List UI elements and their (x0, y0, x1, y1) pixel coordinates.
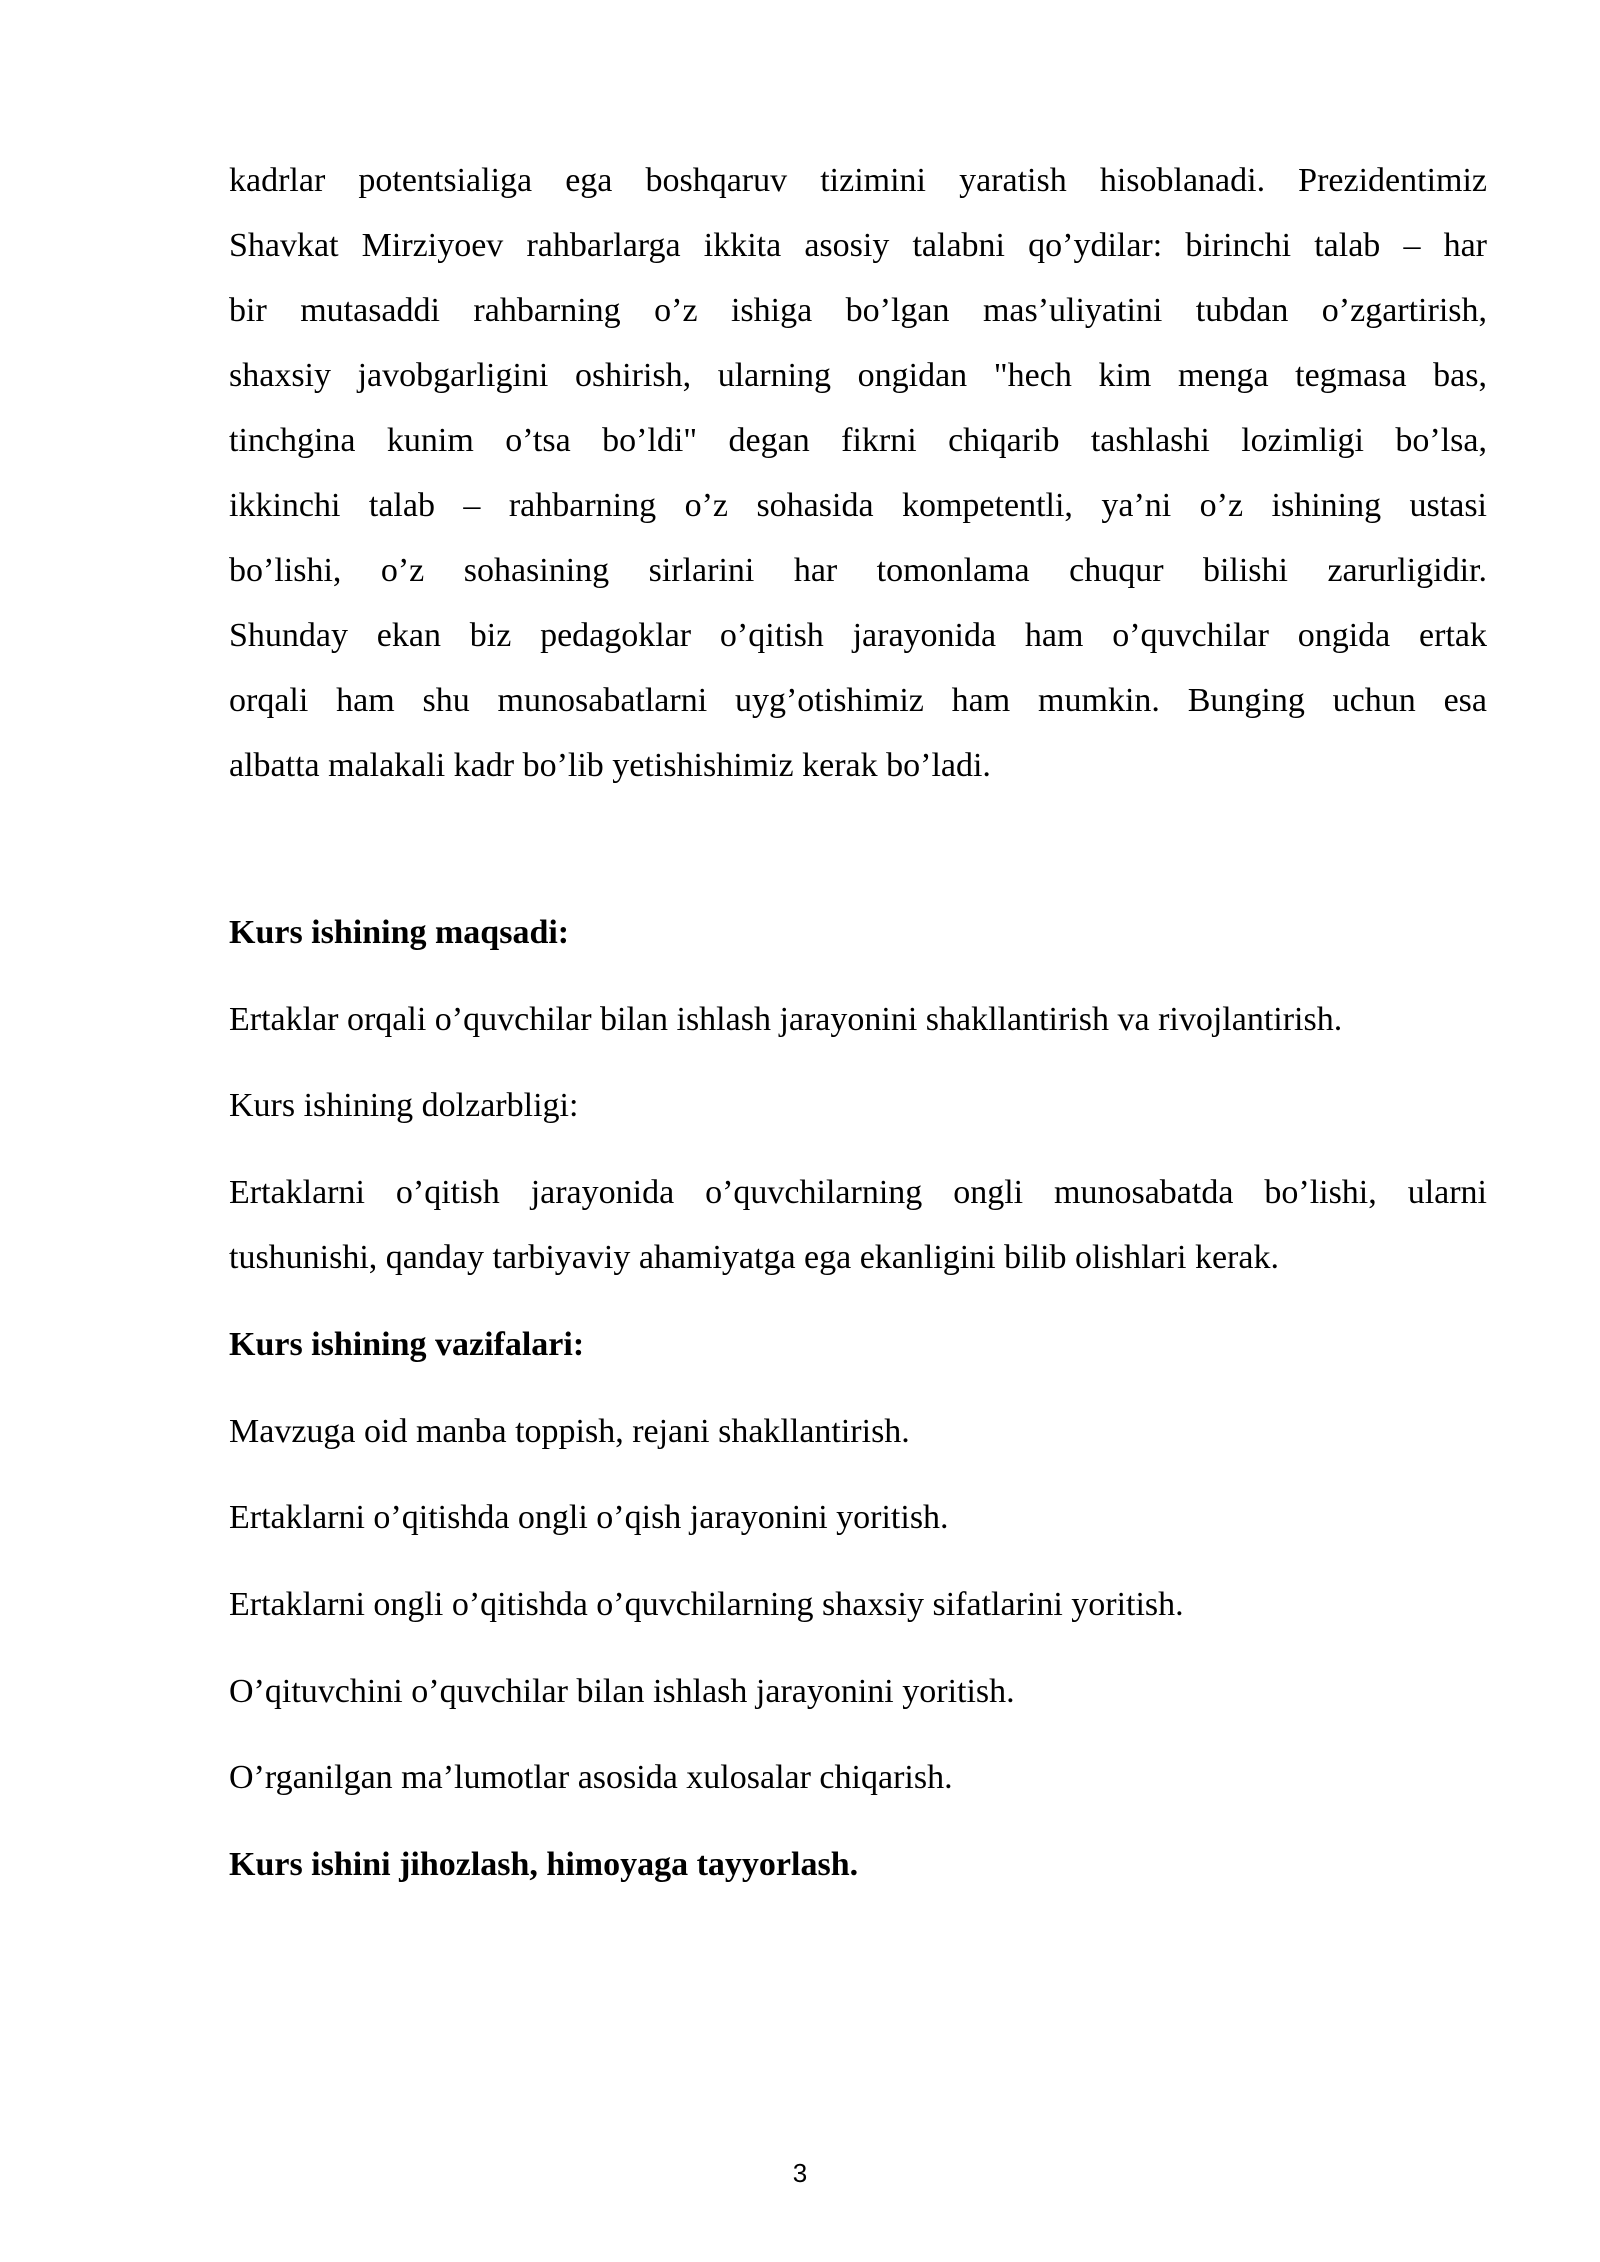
relevance-line: tushunishi, qanday tarbiyaviy ahamiyatga ega ekanligini bilib olishlari kerak. (229, 1239, 1279, 1276)
intro-line: Shunday ekan biz pedagoklar o’qitish jarayonida ham o’quvchilar ongida ertak (229, 617, 1487, 654)
goal-heading: Kurs ishining maqsadi: (229, 914, 570, 951)
intro-line: orqali ham shu munosabatlarni uyg’otishimiz ham mumkin. Bunging uchun esa (229, 682, 1487, 719)
intro-line: ikkinchi talab – rahbarning o’z sohasida kompetentli, ya’ni o’z ishining ustasi (229, 487, 1487, 524)
intro-line: bo’lishi, o’z sohasining sirlarini har tomonlama chuqur bilishi zarurligidir. (229, 552, 1487, 589)
intro-paragraph (229, 148, 1487, 798)
task-item: Ertaklarni o’qitishda ongli o’qish jarayonini yoritish. (229, 1499, 949, 1536)
intro-line: tinchgina kunim o’tsa bo’ldi" degan fikrni chiqarib tashlashi lozimligi bo’lsa, (229, 422, 1487, 459)
tasks-heading: Kurs ishining vazifalari: (229, 1326, 585, 1363)
relevance-heading: Kurs ishining dolzarbligi: (229, 1087, 579, 1124)
intro-line: shaxsiy javobgarligini oshirish, ularning ongidan "hech kim menga tegmasa bas, (229, 357, 1487, 394)
relevance-line: Ertaklarni o’qitish jarayonida o’quvchilarning ongli munosabatda bo’lishi, ularni (229, 1174, 1487, 1211)
intro-line: bir mutasaddi rahbarning o’z ishiga bo’lgan mas’uliyatini tubdan o’zgartirish, (229, 292, 1487, 329)
task-item: Mavzuga oid manba toppish, rejani shakllantirish. (229, 1413, 910, 1450)
task-item: O’rganilgan ma’lumotlar asosida xulosalar chiqarish. (229, 1759, 953, 1796)
document-page (229, 148, 1487, 1883)
intro-line: albatta malakali kadr bo’lib yetishishimiz kerak bo’ladi. (229, 747, 991, 784)
relevance-paragraph (229, 1160, 1487, 1290)
final-heading: Kurs ishini jihozlash, himoyaga tayyorlash. (229, 1846, 859, 1883)
goal-text: Ertaklar orqali o’quvchilar bilan ishlash jarayonini shakllantirish va rivojlantirish. (229, 1001, 1343, 1038)
page-number: 3 (792, 2158, 808, 2188)
task-item: Ertaklarni ongli o’qitishda o’quvchilarning shaxsiy sifatlarini yoritish. (229, 1586, 1184, 1623)
intro-line: Shavkat Mirziyoev rahbarlarga ikkita asosiy talabni qo’ydilar: birinchi talab – har (229, 227, 1487, 264)
intro-line: kadrlar potentsialiga ega boshqaruv tizimini yaratish hisoblanadi. Prezidentimiz (229, 162, 1487, 199)
task-item: O’qituvchini o’quvchilar bilan ishlash jarayonini yoritish. (229, 1673, 1015, 1710)
